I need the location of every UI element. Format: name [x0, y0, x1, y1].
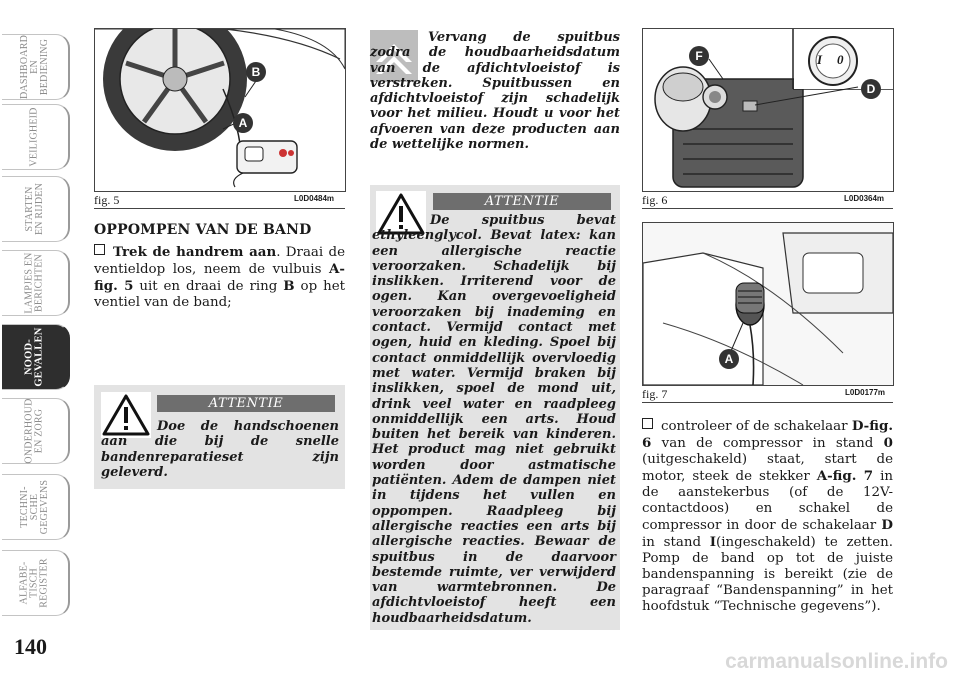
- figure-5: [94, 28, 346, 192]
- tab-starten[interactable]: STARTEN EN RIJDEN: [2, 176, 70, 242]
- tab-register[interactable]: ALFABE- TISCH REGISTER: [2, 550, 70, 616]
- callout-f: F: [689, 46, 709, 66]
- tab-technische[interactable]: TECHNI- SCHE GEGEVENS: [2, 474, 70, 540]
- compressor-switch-illustration: [643, 29, 893, 191]
- figure-code: L0D0484m: [294, 194, 335, 203]
- figure-7: [642, 222, 894, 386]
- tab-dashboard[interactable]: DASHBOARD EN BEDIENING: [2, 34, 70, 100]
- figure-caption: fig. 5: [94, 193, 120, 207]
- warning-label: ATTENTIE: [433, 193, 611, 210]
- figure-caption: fig. 6: [642, 193, 668, 207]
- warning-gloves-text: Doe de handschoenen aan die bij de snelle bandenreparatieset zijn geleverd.: [101, 419, 339, 480]
- figure-code: L0D0364m: [844, 194, 885, 203]
- tab-noodgevallen[interactable]: NOOD- GEVALLEN: [2, 324, 70, 390]
- callout-d: D: [861, 79, 881, 99]
- warning-glycol-box: [370, 185, 620, 630]
- note-replace-box: [370, 30, 620, 176]
- divider: [642, 208, 893, 209]
- warning-glycol-text: De spuitbus bevat ethyleenglycol. Bevat latex: kan een allergische reactie veroorzaken. Schadelijk bij inslikken. Irriterend voor de ogen. Kan overgevoeligheid veroorzaken bij inademing en contact. Vermijd contact met ogen, huid en kleding. Spoel bij contact onmiddellijk overvloedig met water. Vermijd braken bij inslikken, spoel de mond uit, drink veel water en raadpleeg onmiddellijk een arts. Houd buiten het bereik van kinderen. Het product mag niet gebruikt worden door astmatische patiënten. Adem de dampen niet in tijdens het vullen en oppompen. Raadpleeg bij allergische reacties een arts bij allergische reacties. Bewaar de spuitbus in de daarvoor bestemde ruimte, ver verwijderd van warmtebronnen. De afdichtvloeistof heeft een houdbaarheidsdatum.: [372, 213, 616, 626]
- checkbox-bullet: [94, 244, 105, 255]
- divider: [94, 208, 345, 209]
- step-2: controleer of de schakelaar D-fig. 6 van de compressor in stand 0 (uitgeschakeld) staat, start de motor, steek de stekker A-fig. 7 in de aanstekerbus (of de 12V-contactdoos) en schakel de compressor in door de schakelaar D in stand I(ingeschakeld) te zetten. Pomp de band op tot de juiste bandenspanning is bereikt (zie de paragraaf “Bandenspanning” in het hoofdstuk “Technische gegevens”).: [642, 418, 894, 614]
- figure-6: [642, 28, 894, 192]
- callout-a: A: [719, 349, 739, 369]
- step-1: Trek de handrem aan. Draai de ventieldop los, neem de vulbuis A-fig. 5 uit en draai de ring B op het ventiel van de band;: [94, 244, 346, 310]
- divider: [642, 402, 893, 403]
- switch-label-off: 0: [837, 52, 844, 67]
- figure-code: L0D0177m: [845, 388, 886, 397]
- wheel-compressor-illustration: [95, 29, 345, 191]
- tab-lampjes[interactable]: LAMPJES EN BERICHTEN: [2, 250, 70, 316]
- watermark: carmanualsonline.info: [725, 650, 948, 673]
- figure-caption: fig. 7: [642, 387, 668, 401]
- note-replace-text: Vervang de spuitbus zodra de houdbaarheidsdatum van de afdichtvloeistof is verstreken. Spuitbussen en afdichtvloeistof zijn schadelijk voor het milieu. Houdt u voor het afvoeren van deze producten aan de wettelijke normen.: [370, 30, 620, 153]
- section-title: OPPOMPEN VAN DE BAND: [94, 222, 312, 238]
- checkbox-bullet: [642, 418, 653, 429]
- switch-label-on: I: [817, 52, 823, 67]
- socket-plug-illustration: [643, 223, 893, 385]
- tab-veiligheid[interactable]: VEILIGHEID: [2, 104, 70, 170]
- page-number: 140: [14, 634, 47, 659]
- warning-gloves-box: [94, 385, 345, 489]
- callout-b: B: [246, 62, 266, 82]
- callout-a: A: [233, 113, 253, 133]
- tab-onderhoud[interactable]: ONDERHOUD EN ZORG: [2, 398, 70, 464]
- warning-label: ATTENTIE: [157, 395, 335, 412]
